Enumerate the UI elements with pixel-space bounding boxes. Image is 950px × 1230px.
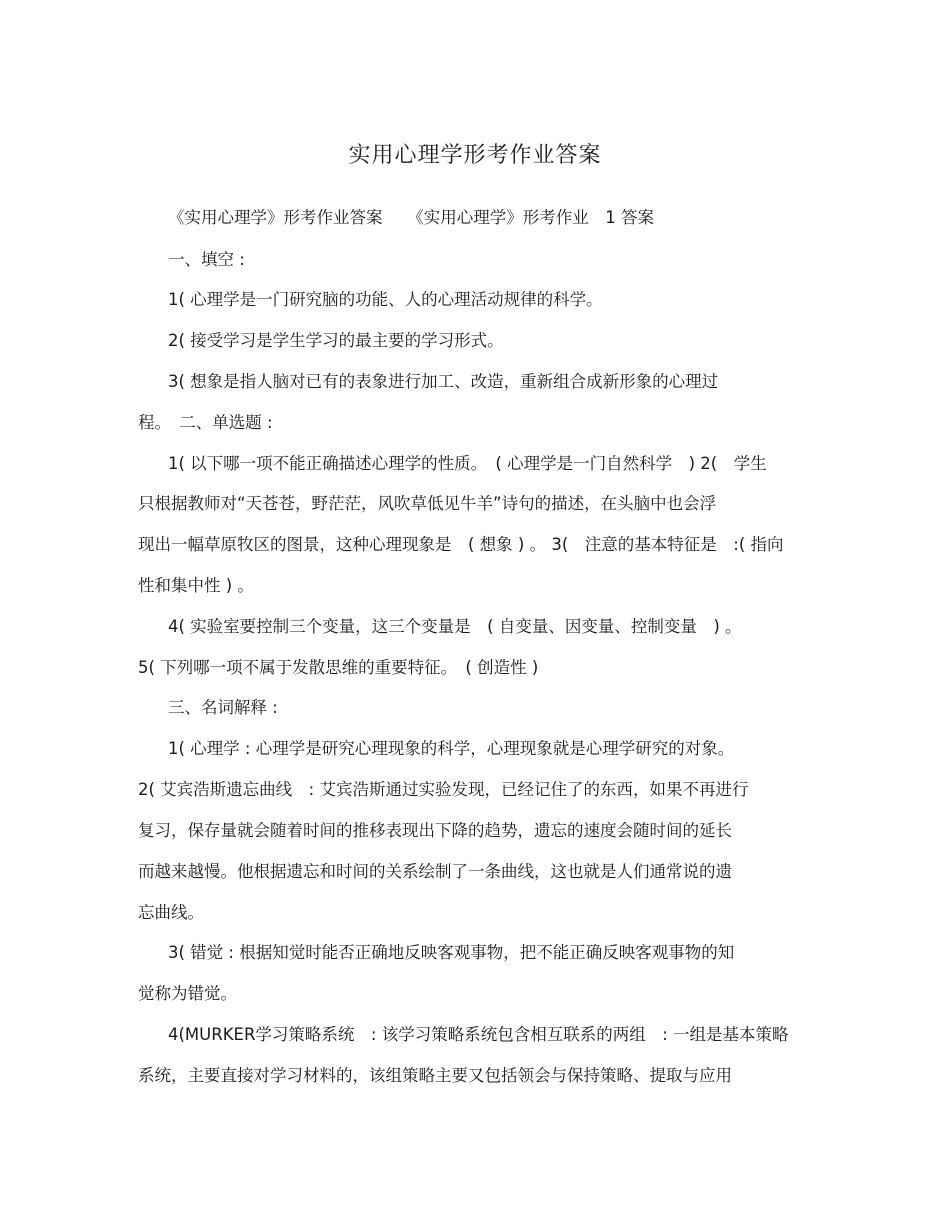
paragraph-line: 性和集中性 ) 。 — [138, 576, 254, 595]
paragraph-line: 复习，保存量就会随着时间的推移表现出下降的趋势，遗忘的速度会随时间的延长 — [138, 821, 732, 840]
paragraph-line: 2( 接受学习是学生学习的最主要的学习形式。 — [168, 331, 504, 350]
paragraph-line: 4(MURKER学习策略系统 : 该学习策略系统包含相互联系的两组 : 一组是基本策略 — [168, 1025, 789, 1044]
section-heading: 一、填空 : — [168, 250, 245, 269]
section-heading: 三、名词解释 : — [168, 698, 278, 717]
paragraph-line: 3( 错觉 : 根据知觉时能否正确地反映客观事物，把不能正确反映客观事物的知 — [168, 943, 735, 962]
paragraph-line: 1( 心理学 : 心理学是研究心理现象的科学，心理现象就是心理学研究的对象。 — [168, 739, 735, 758]
paragraph-line: 1( 心理学是一门研究脑的功能、人的心理活动规律的科学。 — [168, 290, 603, 309]
paragraph-line: 系统，主要直接对学习材料的，该组策略主要又包括领会与保持策略、提取与应用 — [138, 1066, 732, 1085]
paragraph-line: 现出一幅草原牧区的图景，这种心理现象是 ( 想象 ) 。 3( 注意的基本特征是 :( 指向 — [138, 535, 784, 554]
paragraph-line: 4( 实验室要控制三个变量，这三个变量是 ( 自变量、因变量、控制变量 ) 。 — [168, 617, 742, 636]
document-title: 实用心理学形考作业答案 — [348, 143, 602, 168]
paragraph-line: 而越来越慢。他根据遗忘和时间的关系绘制了一条曲线，这也就是人们通常说的遗 — [138, 862, 732, 881]
paragraph-line: 3( 想象是指人脑对已有的表象进行加工、改造，重新组合成新形象的心理过 — [168, 372, 719, 391]
paragraph-line: 程。 二、单选题 : — [138, 413, 273, 432]
paragraph-line: 1( 以下哪一项不能正确描述心理学的性质。 ( 心理学是一门自然科学 ) 2( 学生 — [168, 454, 767, 473]
paragraph-line: 只根据教师对“天苍苍，野茫茫，风吹草低见牛羊”诗句的描述，在头脑中也会浮 — [138, 494, 717, 513]
paragraph-line: 忘曲线。 — [138, 903, 204, 922]
paragraph-line: 5( 下列哪一项不属于发散思维的重要特征。 ( 创造性 ) — [138, 658, 539, 677]
paragraph-line: 《实用心理学》形考作业答案 《实用心理学》形考作业 1 答案 — [168, 208, 654, 227]
paragraph-line: 觉称为错觉。 — [138, 984, 237, 1003]
paragraph-line: 2( 艾宾浩斯遗忘曲线 : 艾宾浩斯通过实验发现，已经记住了的东西，如果不再进行 — [138, 780, 749, 799]
